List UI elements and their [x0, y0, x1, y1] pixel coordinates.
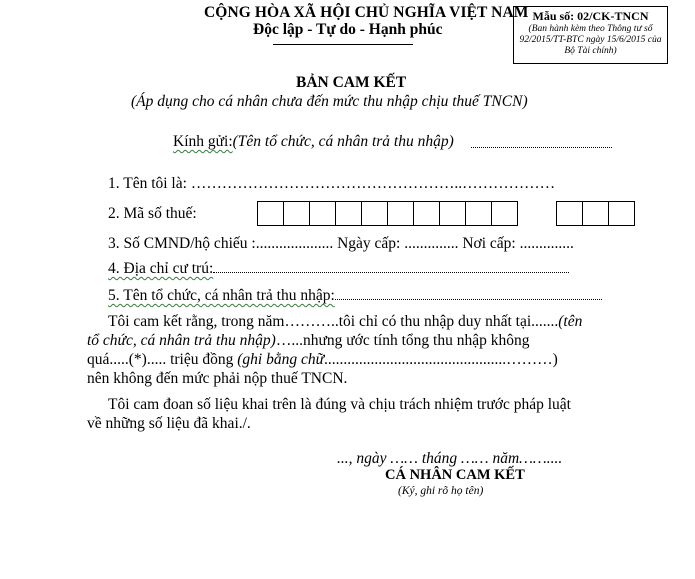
field-payer-label: 5. Tên tổ chức, cá nhân trả thu nhập:	[108, 287, 335, 304]
tax-code-boxes-main	[257, 201, 518, 226]
field-residence	[108, 260, 569, 278]
tax-code-cell[interactable]	[583, 202, 609, 225]
commitment-text: quá.....(*)..... triệu đồng	[87, 351, 238, 368]
field-residence-fill-line[interactable]	[213, 262, 569, 273]
tax-code-cell[interactable]	[310, 202, 336, 225]
tax-code-cell[interactable]	[440, 202, 466, 225]
tax-code-cell[interactable]	[466, 202, 492, 225]
commitment-line-1	[108, 313, 582, 331]
issue-place-label: Nơi cấp:	[458, 235, 520, 252]
commitment-line-4: nên không đến mức phải nộp thuế TNCN.	[87, 370, 348, 387]
field-id-card-fill[interactable]: ....................	[255, 235, 334, 252]
field-tax-code	[108, 205, 197, 223]
salutation	[173, 133, 454, 151]
salutation-fill-line[interactable]	[471, 147, 612, 148]
document-subtitle: (Áp dụng cho cá nhân chưa đến mức thu nhập chịu thuế TNCN)	[131, 93, 528, 110]
signature-date-line: ..., ngày …… tháng …… năm……....	[337, 450, 563, 467]
field-payer	[108, 287, 602, 305]
signer-title: CÁ NHÂN CAM KẾT	[385, 467, 525, 483]
tax-code-cell[interactable]	[414, 202, 440, 225]
field-name	[108, 175, 555, 193]
tax-code-cell[interactable]	[284, 202, 310, 225]
field-residence-label: 4. Địa chỉ cư trú:	[108, 260, 214, 277]
tax-code-cell[interactable]	[609, 202, 635, 225]
tax-code-cell[interactable]	[388, 202, 414, 225]
salutation-placeholder: (Tên tổ chức, cá nhân trả thu nhập)	[232, 133, 454, 150]
commitment-line-2	[87, 332, 529, 350]
commitment-text: …...nhưng ước tính tổng thu nhập không	[275, 332, 530, 349]
motto-underline	[273, 44, 413, 45]
nation-heading: CỘNG HÒA XÃ HỘI CHỦ NGHĨA VIỆT NAM	[204, 4, 529, 21]
declaration-line-2: về những số liệu đã khai./.	[87, 415, 251, 432]
field-name-fill[interactable]: ……………………………………………..………………	[190, 175, 556, 192]
field-name-label: 1. Tên tôi là:	[108, 175, 191, 192]
issue-date-fill[interactable]: ..............	[404, 235, 459, 252]
field-id-card	[108, 235, 574, 253]
commitment-text: Tôi cam kết rằng, trong năm………..tôi chỉ có thu nhập duy nhất tại.......	[108, 313, 559, 330]
tax-code-cell[interactable]	[258, 202, 284, 225]
commitment-text-italic: (tên	[558, 313, 583, 330]
tax-code-cell[interactable]	[336, 202, 362, 225]
tax-code-cell[interactable]	[362, 202, 388, 225]
tax-code-cell[interactable]	[557, 202, 583, 225]
commitment-text: ...............................................………)	[324, 351, 558, 368]
field-payer-fill-line[interactable]	[335, 289, 602, 300]
commitment-line-3	[87, 351, 558, 369]
signature-note: (Ký, ghi rõ họ tên)	[398, 485, 484, 497]
commitment-text-italic: (ghi bằng chữ	[237, 351, 325, 368]
field-tax-code-label: 2. Mã số thuế:	[108, 205, 197, 222]
salutation-label: Kính gửi:	[173, 133, 233, 150]
tax-code-boxes-suffix	[556, 201, 635, 226]
declaration-line-1: Tôi cam đoan số liệu khai trên là đúng và chịu trách nhiệm trước pháp luật	[108, 396, 571, 413]
field-id-card-label: 3. Số CMND/hộ chiếu :	[108, 235, 256, 252]
tax-code-cell[interactable]	[492, 202, 518, 225]
commitment-text-italic: tổ chức, cá nhân trả thu nhập)	[87, 332, 276, 349]
form-legal-note: (Ban hành kèm theo Thông tư số 92/2015/TT-BTC ngày 15/6/2015 của Bộ Tài chính)	[519, 24, 662, 56]
issue-date-label: Ngày cấp:	[333, 235, 405, 252]
document-title: BẢN CAM KẾT	[296, 74, 407, 91]
form-code: Mẫu số: 02/CK-TNCN	[532, 9, 649, 23]
issue-place-fill[interactable]: ..............	[519, 235, 574, 252]
motto-heading: Độc lập - Tự do - Hạnh phúc	[253, 21, 443, 38]
form-code-box	[513, 6, 668, 64]
